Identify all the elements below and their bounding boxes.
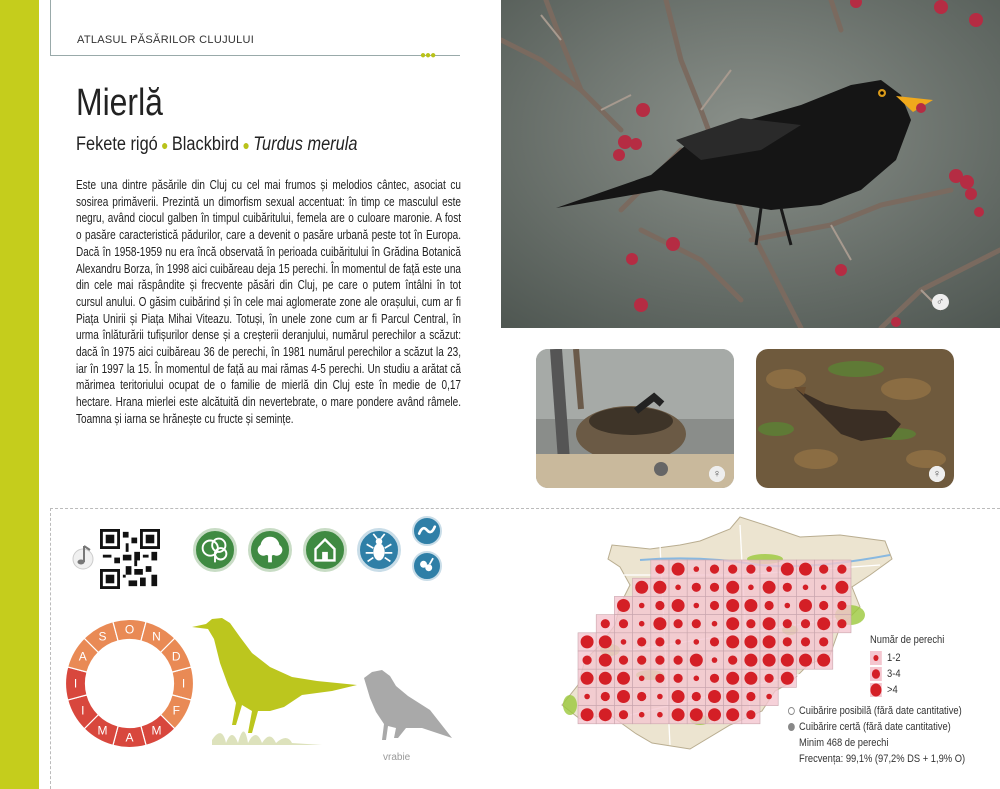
map-pair-marker xyxy=(726,635,739,648)
map-pair-marker xyxy=(655,674,664,683)
map-pair-marker xyxy=(746,710,755,719)
calendar-month-label: N xyxy=(152,629,161,644)
map-pair-marker xyxy=(694,566,700,572)
hollow-dot-icon xyxy=(788,707,795,715)
possible-breeding-label: Cuibărire posibilă (fără date cantitative) xyxy=(799,705,962,717)
map-pair-marker xyxy=(781,654,794,667)
map-pair-marker xyxy=(726,690,739,703)
map-pair-marker xyxy=(619,619,628,628)
map-pair-marker xyxy=(694,676,700,682)
legend-label: 3-4 xyxy=(887,668,901,680)
map-pair-marker xyxy=(694,639,700,645)
minimum-pairs: Minim 468 de perechi xyxy=(799,737,889,749)
calendar-month-label: O xyxy=(124,622,135,637)
latin-name: Turdus merula xyxy=(253,134,358,155)
map-pair-marker xyxy=(690,708,703,721)
map-pair-marker xyxy=(639,712,645,718)
map-pair-marker xyxy=(763,581,776,594)
map-pair-marker xyxy=(801,619,810,628)
map-pair-marker xyxy=(766,694,772,700)
map-pair-marker xyxy=(599,635,612,648)
worm-food-icon xyxy=(412,516,442,546)
map-pair-marker xyxy=(746,692,755,701)
map-pair-marker xyxy=(692,619,701,628)
map-pair-marker xyxy=(781,563,794,576)
music-note-icon[interactable] xyxy=(72,540,96,572)
map-pair-marker xyxy=(710,637,719,646)
map-pair-marker xyxy=(581,672,594,685)
map-pair-marker xyxy=(674,656,683,665)
map-pair-marker xyxy=(601,692,610,701)
legend-dot-large xyxy=(870,683,882,697)
frequency: Frecvența: 99,1% (97,2% DS + 1,9% O) xyxy=(799,753,966,765)
calendar-month-label: D xyxy=(171,649,181,664)
blackbird-silhouette xyxy=(192,615,362,750)
map-pair-marker xyxy=(763,654,776,667)
map-pair-marker xyxy=(672,563,685,576)
map-pair-marker xyxy=(617,690,630,703)
map-pair-marker xyxy=(639,621,645,627)
map-pair-marker xyxy=(655,601,664,610)
english-name: Blackbird xyxy=(171,134,240,155)
nest-photo xyxy=(536,349,734,488)
map-pair-marker xyxy=(801,637,810,646)
map-pair-marker xyxy=(712,621,718,627)
map-pair-marker xyxy=(817,654,830,667)
map-pair-marker xyxy=(617,599,630,612)
map-pair-marker xyxy=(726,599,739,612)
map-pair-marker xyxy=(653,617,666,630)
calendar-month-label: M xyxy=(151,723,162,738)
map-pair-marker xyxy=(746,619,755,628)
map-pair-marker xyxy=(708,708,721,721)
map-pair-marker xyxy=(766,566,772,572)
map-pair-marker xyxy=(726,581,739,594)
legend-row xyxy=(870,682,944,698)
female-symbol-icon: ♀ xyxy=(709,466,725,482)
map-pair-marker xyxy=(694,603,700,609)
calendar-month-label: A xyxy=(78,649,87,664)
map-pair-marker xyxy=(744,654,757,667)
map-pair-marker xyxy=(655,565,664,574)
building-habitat-icon xyxy=(303,528,347,572)
map-pair-marker xyxy=(655,656,664,665)
map-pair-marker xyxy=(728,656,737,665)
map-pair-marker xyxy=(657,712,663,718)
map-pair-marker xyxy=(584,694,590,700)
map-pair-marker xyxy=(819,565,828,574)
map-pair-marker xyxy=(746,565,755,574)
map-pair-marker xyxy=(708,690,721,703)
map-pair-marker xyxy=(835,581,848,594)
legend-label: >4 xyxy=(887,684,898,696)
map-pair-marker xyxy=(710,583,719,592)
presence-calendar xyxy=(63,617,196,750)
map-pair-marker xyxy=(837,619,846,628)
map-pair-marker xyxy=(765,674,774,683)
map-pair-marker xyxy=(599,708,612,721)
legend-row xyxy=(870,650,944,666)
map-pair-marker xyxy=(785,603,791,609)
map-pair-marker xyxy=(781,672,794,685)
calendar-center xyxy=(87,641,173,727)
map-pair-marker xyxy=(637,656,646,665)
female-ground-photo xyxy=(756,349,954,488)
map-notes xyxy=(788,703,965,767)
calendar-month-label: I xyxy=(73,676,78,691)
map-legend xyxy=(870,634,944,698)
map-pair-marker xyxy=(710,565,719,574)
legend-title: Număr de perechi xyxy=(870,634,945,646)
map-pair-marker xyxy=(621,639,627,645)
map-pair-marker xyxy=(581,708,594,721)
map-pair-marker xyxy=(763,617,776,630)
map-pair-marker xyxy=(635,581,648,594)
map-pair-marker xyxy=(728,565,737,574)
map-pair-marker xyxy=(837,565,846,574)
map-pair-marker xyxy=(690,654,703,667)
map-pair-marker xyxy=(639,676,645,682)
certain-breeding-note xyxy=(788,719,965,735)
legend-row xyxy=(870,666,944,682)
map-pair-marker xyxy=(799,563,812,576)
map-pair-marker xyxy=(672,690,685,703)
insect-food-icon xyxy=(357,528,401,572)
map-pair-marker xyxy=(619,656,628,665)
map-pair-marker xyxy=(837,601,846,610)
map-pair-marker xyxy=(675,639,681,645)
map-pair-marker xyxy=(657,694,663,700)
legend-label: 1-2 xyxy=(887,652,901,664)
map-pair-marker xyxy=(748,585,754,591)
map-pair-marker xyxy=(783,583,792,592)
tree-habitat-icon xyxy=(248,528,292,572)
section-header: ATLASUL PĂSĂRILOR CLUJULUI xyxy=(77,34,255,46)
calendar-month-label: F xyxy=(172,703,180,718)
qr-code-icon[interactable] xyxy=(100,529,160,589)
map-pair-marker xyxy=(710,601,719,610)
calendar-month-label: I xyxy=(181,676,186,691)
seed-food-icon xyxy=(412,551,442,581)
legend-dot-small xyxy=(870,651,882,665)
map-pair-marker xyxy=(783,619,792,628)
map-pair-marker xyxy=(726,672,739,685)
female-symbol-icon: ♀ xyxy=(929,466,945,482)
blackbird-male-photo xyxy=(501,0,1000,328)
shrub-habitat-icon xyxy=(193,528,237,572)
map-pair-marker xyxy=(655,637,664,646)
map-pair-marker xyxy=(692,583,701,592)
map-pair-marker xyxy=(726,708,739,721)
map-pair-marker xyxy=(599,654,612,667)
map-pair-marker xyxy=(675,585,681,591)
map-pair-marker xyxy=(672,708,685,721)
map-pair-marker xyxy=(821,585,827,591)
map-pair-marker xyxy=(639,603,645,609)
bullet: ● xyxy=(242,137,250,153)
map-pair-marker xyxy=(672,599,685,612)
map-pair-marker xyxy=(583,656,592,665)
species-subtitle xyxy=(76,134,357,156)
map-pair-marker xyxy=(819,601,828,610)
header-rule xyxy=(50,55,460,56)
map-pair-marker xyxy=(763,635,776,648)
map-pair-marker xyxy=(765,601,774,610)
calendar-month-label: I xyxy=(81,703,85,718)
calendar-month-label: S xyxy=(98,629,107,644)
map-pair-marker xyxy=(726,617,739,630)
hungarian-name: Fekete rigó xyxy=(76,134,158,155)
male-symbol-icon: ♂ xyxy=(932,294,948,310)
map-pair-marker xyxy=(692,692,701,701)
map-pair-marker xyxy=(744,599,757,612)
species-title: Mierlă xyxy=(76,82,163,124)
certain-breeding-label: Cuibărire certă (fără date cantitative) xyxy=(799,721,951,733)
possible-breeding-note xyxy=(788,703,965,719)
map-pair-marker xyxy=(712,657,718,663)
legend-dot-medium xyxy=(870,667,882,681)
calendar-month-label: A xyxy=(125,730,134,745)
map-pair-marker xyxy=(674,619,683,628)
species-description: Este una dintre păsările din Cluj cu cel mai frumos și melodios cântec, asociat cu sosirea primăverii. Prezintă un dimorfism sexual accentuat: în timp ce masculul este negru, având ciocul galben în timpul cuibăritului, femela are o culoare maronie. A fost o pasăre caracteristică pădurilor, care a devenit o pasăre urbană peste tot în Europa. Dacă în 1958-1959 nu era încă observată în perioada cuibăritului în Grădina Botanică Alexandru Borza, în 1998 aici cuibăreau deja 15 perechi. În momentul de față este una din cele mai răspândite și frecvente păsări din Cluj, pe care o putem întâlni în tot cursul anului. O găsim cuibărind și în cele mai aglomerate zone ale orașului, cum ar fi Piața Unirii și Piața Mihai Viteazu. Totuși, în unele zone cum ar fi Parcul Central, în urma înlăturării tufișurilor dense și a creșterii deranjului, numărul perechilor a scăzut: dacă în 1975 aici cuibăreau 36 de perechi, în 1981 numărul perechilor a scăzut la 23, iar în 1997 la 15. În momentul de față au mai rămas 4-5 perechi. Un studiu a arătat că mărimea teritoriului ocupat de o familie de mierlă din Cluj este în medie de 0,17 hectare. Hrana mierlei este alcătuită din nevertebrate, o mare pondere având râmele. Toamna și iarna se hrănește cu fructe și semințe. xyxy=(76,177,461,426)
section-divider xyxy=(50,508,1000,509)
map-pair-marker xyxy=(783,637,792,646)
map-pair-marker xyxy=(674,674,683,683)
header-vertical-rule xyxy=(50,0,51,56)
solid-dot-icon xyxy=(788,723,795,731)
map-pair-marker xyxy=(637,692,646,701)
map-pair-marker xyxy=(744,672,757,685)
section-divider-vertical xyxy=(50,508,51,789)
calendar-month-label: M xyxy=(97,723,108,738)
map-pair-marker xyxy=(819,637,828,646)
map-pair-marker xyxy=(799,654,812,667)
map-pair-marker xyxy=(599,672,612,685)
map-pair-marker xyxy=(581,635,594,648)
map-pair-marker xyxy=(619,710,628,719)
map-pair-marker xyxy=(744,635,757,648)
map-pair-marker xyxy=(637,637,646,646)
comparison-label: vrabie xyxy=(383,752,411,763)
map-pair-marker xyxy=(817,617,830,630)
map-pair-marker xyxy=(653,581,666,594)
map-pair-marker xyxy=(710,674,719,683)
accent-sidebar xyxy=(0,0,39,789)
bullet: ● xyxy=(161,137,169,153)
map-pair-marker xyxy=(601,619,610,628)
map-pair-marker xyxy=(803,585,809,591)
header-dots: ●●● xyxy=(420,50,436,61)
sparrow-silhouette xyxy=(360,668,455,748)
map-pair-marker xyxy=(617,672,630,685)
map-pair-marker xyxy=(799,599,812,612)
